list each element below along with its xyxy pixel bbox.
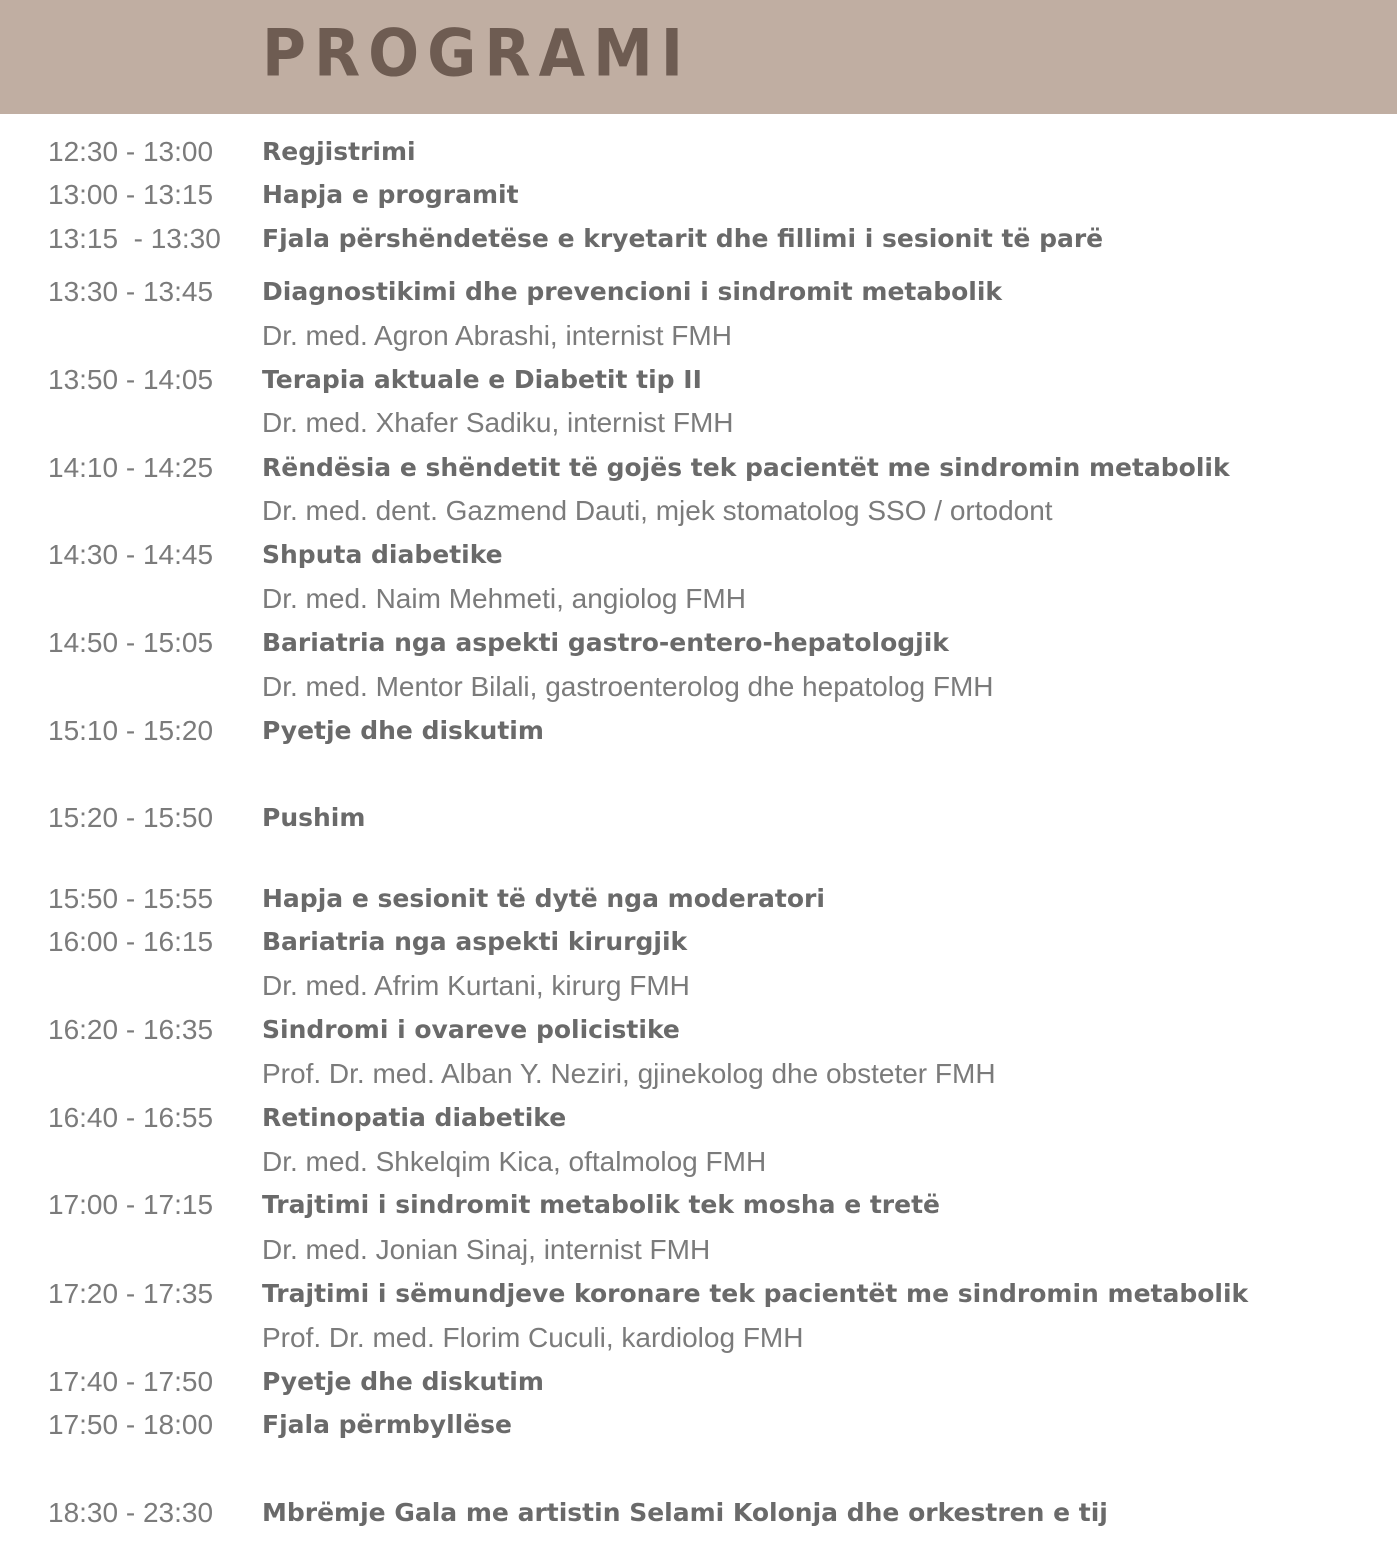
item-time: 14:50 - 15:05 — [48, 627, 214, 658]
item-time: 14:10 - 14:25 — [48, 452, 214, 483]
schedule-item — [0, 623, 1397, 663]
schedule-item — [0, 798, 1397, 838]
item-time: 17:00 - 17:15 — [48, 1189, 214, 1220]
item-speaker: Dr. med. dent. Gazmend Dauti, mjek stomatolog SSO / ortodont — [262, 495, 1053, 526]
item-time: 16:20 - 16:35 — [48, 1014, 214, 1045]
schedule-item — [0, 272, 1397, 312]
item-time: 16:00 - 16:15 — [48, 926, 214, 957]
schedule-speaker-row — [0, 667, 1397, 707]
schedule-item — [0, 1185, 1397, 1225]
schedule-item — [0, 219, 1397, 259]
item-speaker: Dr. med. Shkelqim Kica, oftalmolog FMH — [262, 1146, 767, 1177]
schedule-item — [0, 1493, 1397, 1533]
item-title: Bariatria nga aspekti kirurgjik — [262, 927, 688, 956]
schedule-item — [0, 1098, 1397, 1138]
schedule-speaker-row — [0, 579, 1397, 619]
item-time: 14:30 - 14:45 — [48, 539, 214, 570]
item-title: Pyetje dhe diskutim — [262, 716, 544, 745]
item-time: 18:30 - 23:30 — [48, 1497, 214, 1528]
schedule-speaker-row — [0, 966, 1397, 1006]
schedule-speaker-row — [0, 1318, 1397, 1358]
item-speaker: Dr. med. Afrim Kurtani, kirurg FMH — [262, 970, 690, 1001]
schedule-speaker-row — [0, 1054, 1397, 1094]
schedule-item — [0, 535, 1397, 575]
item-title: Pyetje dhe diskutim — [262, 1367, 544, 1396]
item-title: Shputa diabetike — [262, 540, 503, 569]
item-speaker: Dr. med. Jonian Sinaj, internist FMH — [262, 1234, 711, 1265]
item-speaker: Dr. med. Naim Mehmeti, angiolog FMH — [262, 583, 746, 614]
schedule-item — [0, 448, 1397, 488]
item-title: Mbrëmje Gala me artistin Selami Kolonja dhe orkestren e tij — [262, 1498, 1108, 1527]
schedule-speaker-row — [0, 316, 1397, 356]
item-time: 15:50 - 15:55 — [48, 883, 214, 914]
item-time: 12:30 - 13:00 — [48, 136, 214, 167]
item-time: 13:30 - 13:45 — [48, 276, 214, 307]
item-title: Pushim — [262, 803, 366, 832]
item-title: Fjala përshëndetëse e kryetarit dhe fillimi i sesionit të parë — [262, 224, 1104, 253]
schedule-speaker-row — [0, 1230, 1397, 1270]
page-title: PROGRAMI — [262, 16, 692, 92]
item-time: 17:40 - 17:50 — [48, 1366, 214, 1397]
schedule-item — [0, 1010, 1397, 1050]
item-time: 13:50 - 14:05 — [48, 364, 214, 395]
schedule-item — [0, 1274, 1397, 1314]
item-title: Trajtimi i sëmundjeve koronare tek pacientët me sindromin metabolik — [262, 1279, 1249, 1308]
item-title: Trajtimi i sindromit metabolik tek mosha e tretë — [262, 1190, 940, 1219]
item-title: Retinopatia diabetike — [262, 1103, 567, 1132]
header-bar — [0, 0, 1397, 114]
item-time: 15:10 - 15:20 — [48, 715, 214, 746]
item-title: Fjala përmbyllëse — [262, 1410, 513, 1439]
item-time: 17:20 - 17:35 — [48, 1278, 214, 1309]
schedule-item — [0, 711, 1397, 751]
item-speaker: Dr. med. Xhafer Sadiku, internist FMH — [262, 407, 734, 438]
schedule-speaker-row — [0, 1142, 1397, 1182]
schedule-speaker-row — [0, 403, 1397, 443]
item-time: 13:15 - 13:30 — [48, 223, 221, 254]
schedule-item — [0, 922, 1397, 962]
schedule-item — [0, 1362, 1397, 1402]
item-time: 16:40 - 16:55 — [48, 1102, 214, 1133]
schedule-item — [0, 1405, 1397, 1445]
item-time: 15:20 - 15:50 — [48, 802, 214, 833]
schedule-item — [0, 879, 1397, 919]
item-title: Sindromi i ovareve policistike — [262, 1015, 680, 1044]
item-title: Bariatria nga aspekti gastro-entero-hepatologjik — [262, 628, 949, 657]
schedule-item — [0, 360, 1397, 400]
schedule-item — [0, 132, 1397, 172]
item-title: Hapja e sesionit të dytë nga moderatori — [262, 884, 825, 913]
item-time: 13:00 - 13:15 — [48, 179, 214, 210]
item-title: Hapja e programit — [262, 180, 519, 209]
item-speaker: Dr. med. Agron Abrashi, internist FMH — [262, 320, 732, 351]
item-speaker: Prof. Dr. med. Alban Y. Neziri, gjinekolog dhe obsteter FMH — [262, 1058, 996, 1089]
schedule-speaker-row — [0, 491, 1397, 531]
item-title: Regjistrimi — [262, 137, 416, 166]
item-time: 17:50 - 18:00 — [48, 1409, 214, 1440]
item-speaker: Prof. Dr. med. Florim Cuculi, kardiolog FMH — [262, 1322, 804, 1353]
item-title: Rëndësia e shëndetit të gojës tek pacientët me sindromin metabolik — [262, 453, 1230, 482]
schedule-item — [0, 175, 1397, 215]
item-title: Terapia aktuale e Diabetit tip II — [262, 365, 702, 394]
item-speaker: Dr. med. Mentor Bilali, gastroenterolog dhe hepatolog FMH — [262, 671, 994, 702]
item-title: Diagnostikimi dhe prevencioni i sindromit metabolik — [262, 277, 1003, 306]
